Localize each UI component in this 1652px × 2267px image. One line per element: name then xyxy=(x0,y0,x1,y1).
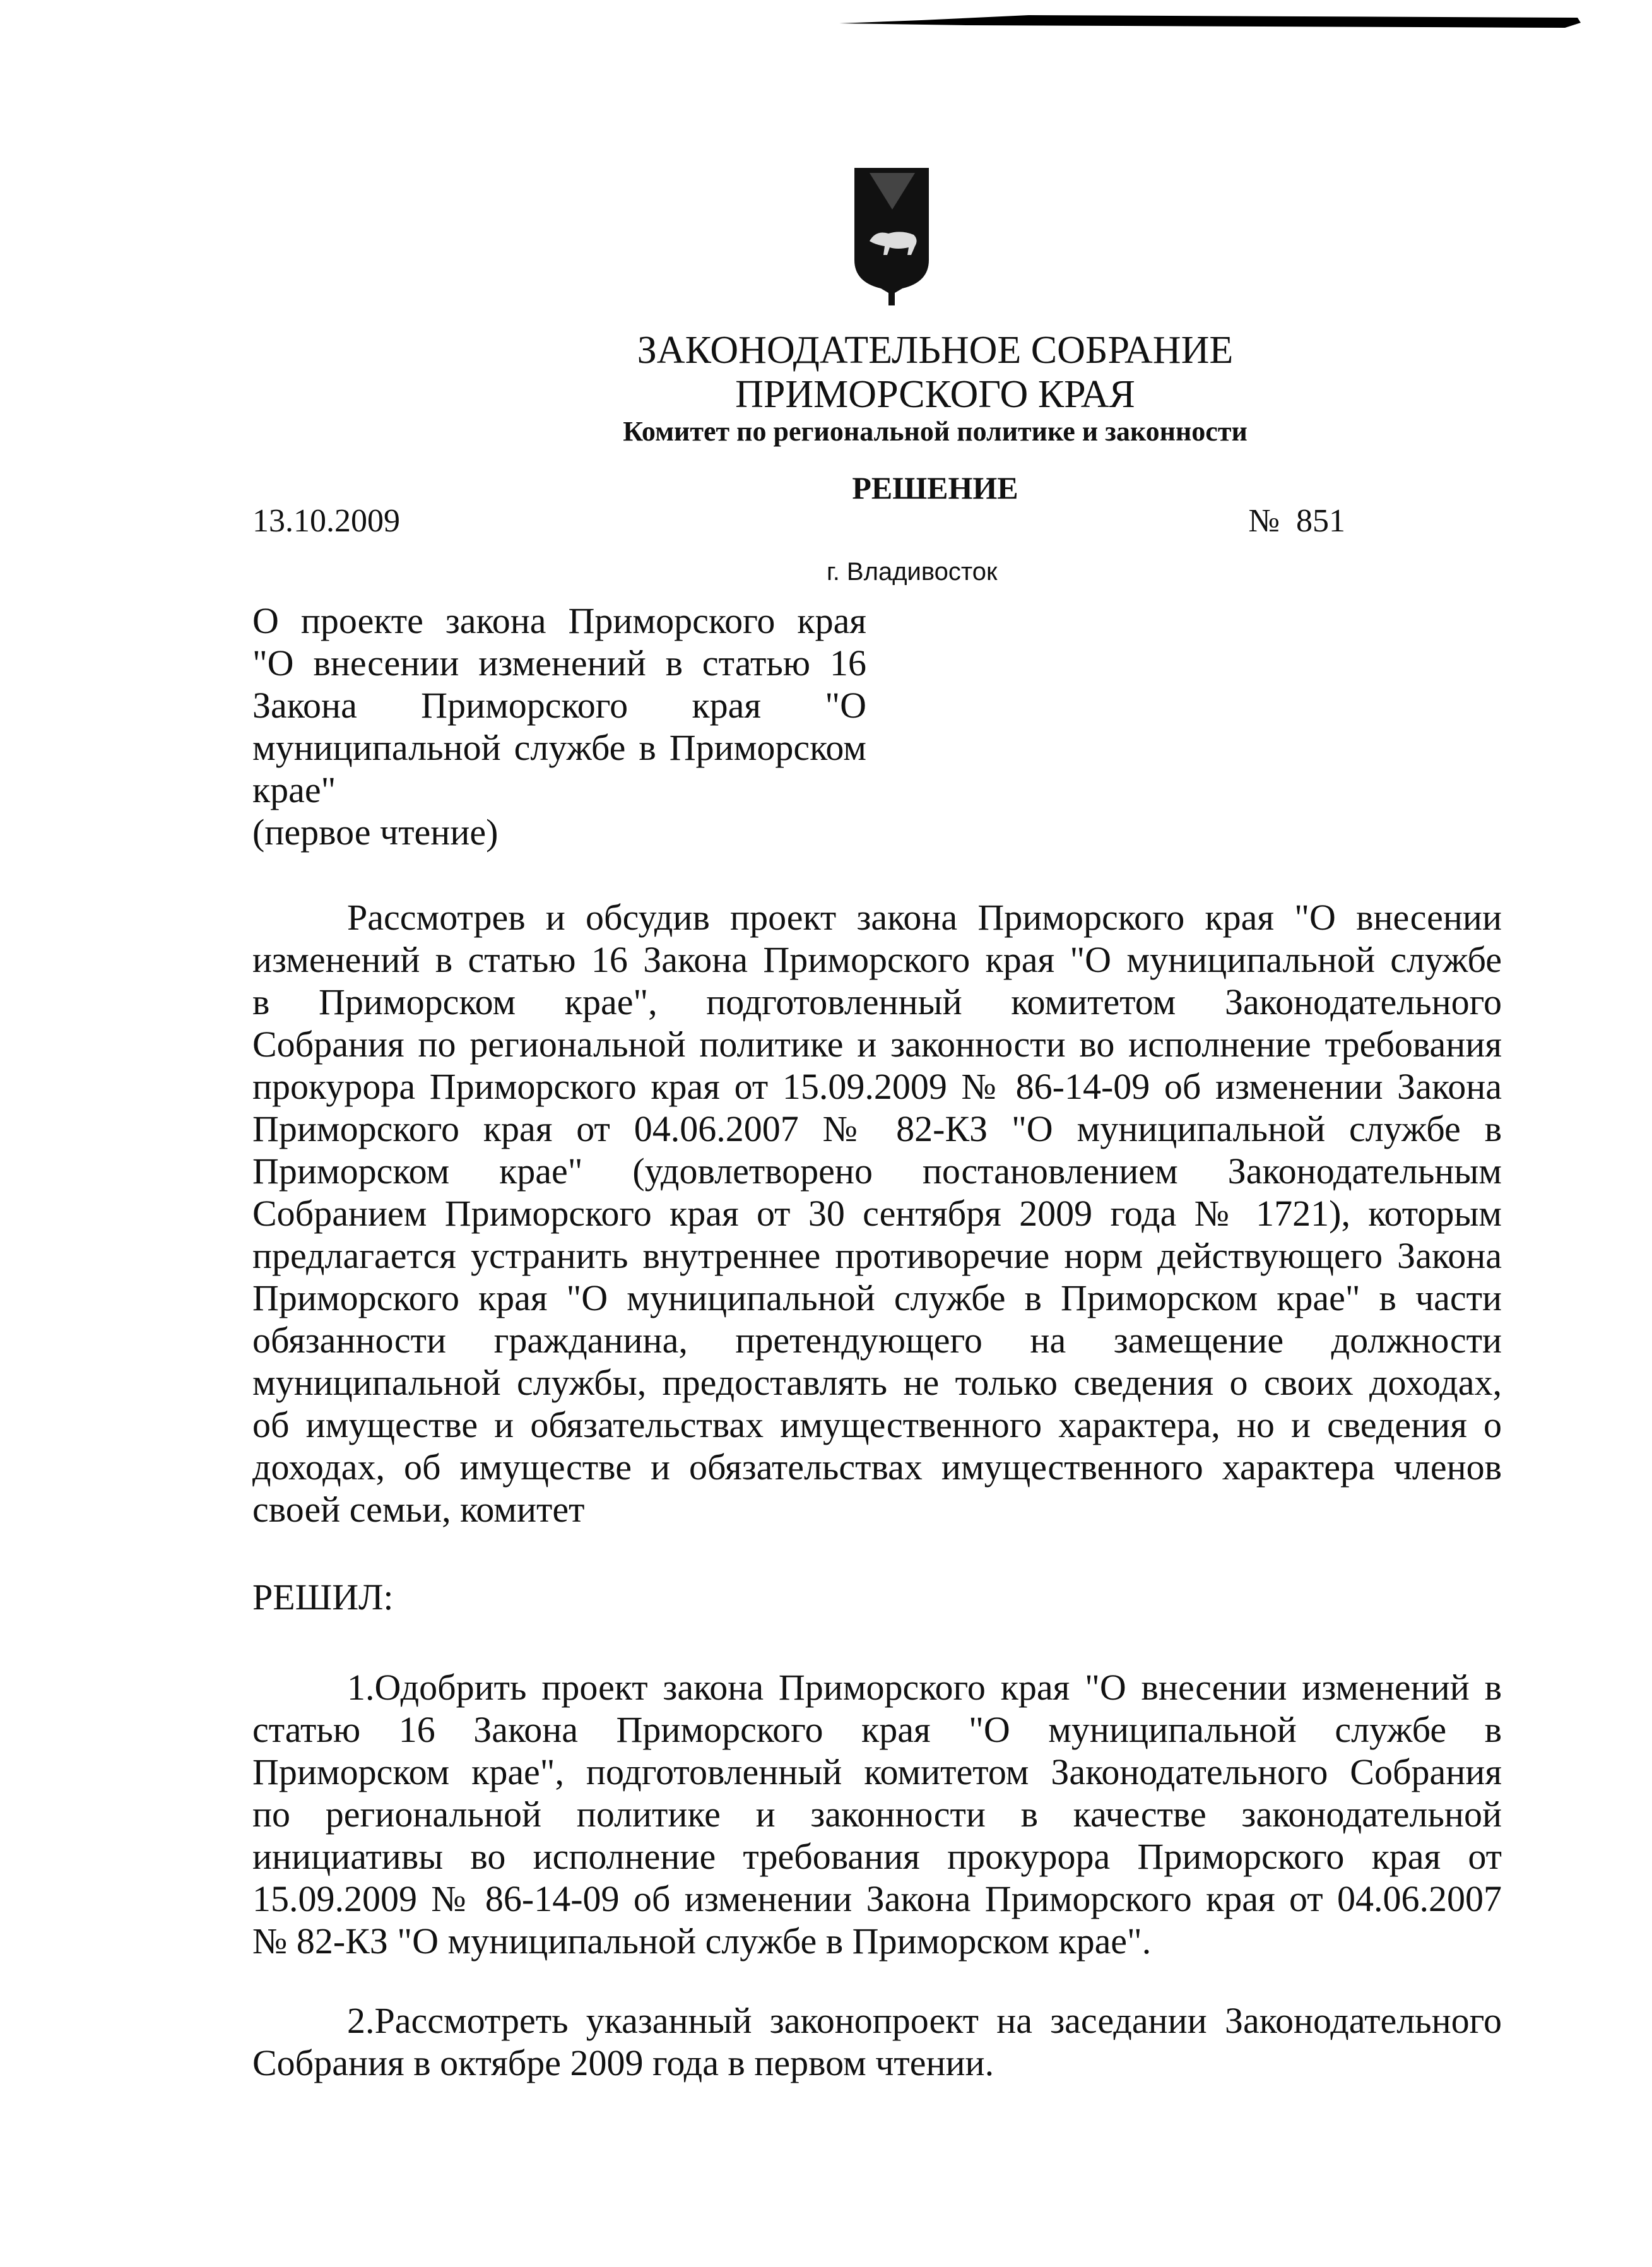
resolved-heading: РЕШИЛ: xyxy=(252,1577,394,1618)
text-line: Приморского края "О муниципальной службе в Приморском крае" в части xyxy=(252,1277,1502,1318)
scan-artifact-line xyxy=(839,13,1596,32)
subject-line: О проекте закона Приморского края xyxy=(252,600,866,641)
text-line: Приморском крае", подготовленный комитетом Законодательного Собрания xyxy=(252,1751,1502,1792)
text-line: инициативы во исполнение требования прокурора Приморского края от xyxy=(252,1836,1502,1877)
coat-of-arms-emblem xyxy=(852,165,931,307)
text-line: изменений в статью 16 Закона Приморского края "О муниципальной службе xyxy=(252,939,1502,980)
text-line: муниципальной службы, предоставлять не только сведения о своих доходах, xyxy=(252,1362,1502,1403)
org-name-line2: ПРИМОРСКОГО КРАЯ xyxy=(735,373,1135,416)
subject-line: "О внесении изменений в статью 16 xyxy=(252,642,866,684)
document-number: № 851 xyxy=(1248,503,1345,539)
text-line: Приморского края от 04.06.2007 № 82-КЗ "О муниципальной службе в xyxy=(252,1108,1502,1149)
subject-line: (первое чтение) xyxy=(252,812,499,853)
text-line: Собранием Приморского края от 30 сентября 2009 года № 1721), которым xyxy=(252,1193,1502,1234)
text-line: по региональной политике и законности в качестве законодательной xyxy=(252,1794,1502,1835)
text-line: Приморском крае" (удовлетворено постановлением Законодательным xyxy=(252,1151,1502,1192)
text-line: 15.09.2009 № 86-14-09 об изменении Закона Приморского края от 04.06.2007 xyxy=(252,1878,1502,1919)
document-date: 13.10.2009 xyxy=(252,503,400,539)
text-line: Собрания в октябре 2009 года в первом чтении. xyxy=(252,2042,994,2083)
text-line: Собрания по региональной политике и законности во исполнение требования xyxy=(252,1024,1502,1065)
text-line: предлагается устранить внутреннее противоречие норм действующего Закона xyxy=(252,1235,1502,1276)
subject-line: муниципальной службе в Приморском xyxy=(252,727,866,768)
text-line: Рассмотрев и обсудив проект закона Приморского края "О внесении xyxy=(347,897,1502,938)
text-line: № 82-КЗ "О муниципальной службе в Приморском крае". xyxy=(252,1921,1152,1962)
text-line: прокурора Приморского края от 15.09.2009 № 86-14-09 об изменении Закона xyxy=(252,1066,1502,1107)
document-city: г. Владивосток xyxy=(827,558,998,586)
text-line: своей семьи, комитет xyxy=(252,1489,585,1530)
text-line: статью 16 Закона Приморского края "О муниципальной службе в xyxy=(252,1709,1502,1750)
org-name-line1: ЗАКОНОДАТЕЛЬНОЕ СОБРАНИЕ xyxy=(637,329,1234,372)
text-line: в Приморском крае", подготовленный комитетом Законодательного xyxy=(252,981,1502,1022)
text-line: 2.Рассмотреть указанный законопроект на заседании Законодательного xyxy=(347,2000,1502,2041)
text-line: доходах, об имуществе и обязательствах имущественного характера членов xyxy=(252,1447,1502,1488)
preamble-paragraph xyxy=(252,896,1502,1530)
subject-block xyxy=(252,600,866,853)
document-type: РЕШЕНИЕ xyxy=(852,470,1018,506)
org-name xyxy=(0,328,1652,417)
committee-name: Комитет по региональной политике и законности xyxy=(623,416,1248,447)
subject-line: крае" xyxy=(252,769,336,810)
decision-item-2 xyxy=(252,1999,1502,2084)
text-line: об имуществе и обязательствах имущественного характера, но и сведения о xyxy=(252,1404,1502,1445)
decision-item-1 xyxy=(252,1666,1502,1962)
text-line: 1.Одобрить проект закона Приморского края "О внесении изменений в xyxy=(347,1667,1502,1708)
subject-line: Закона Приморского края "О xyxy=(252,685,866,726)
text-line: обязанности гражданина, претендующего на замещение должности xyxy=(252,1320,1502,1361)
